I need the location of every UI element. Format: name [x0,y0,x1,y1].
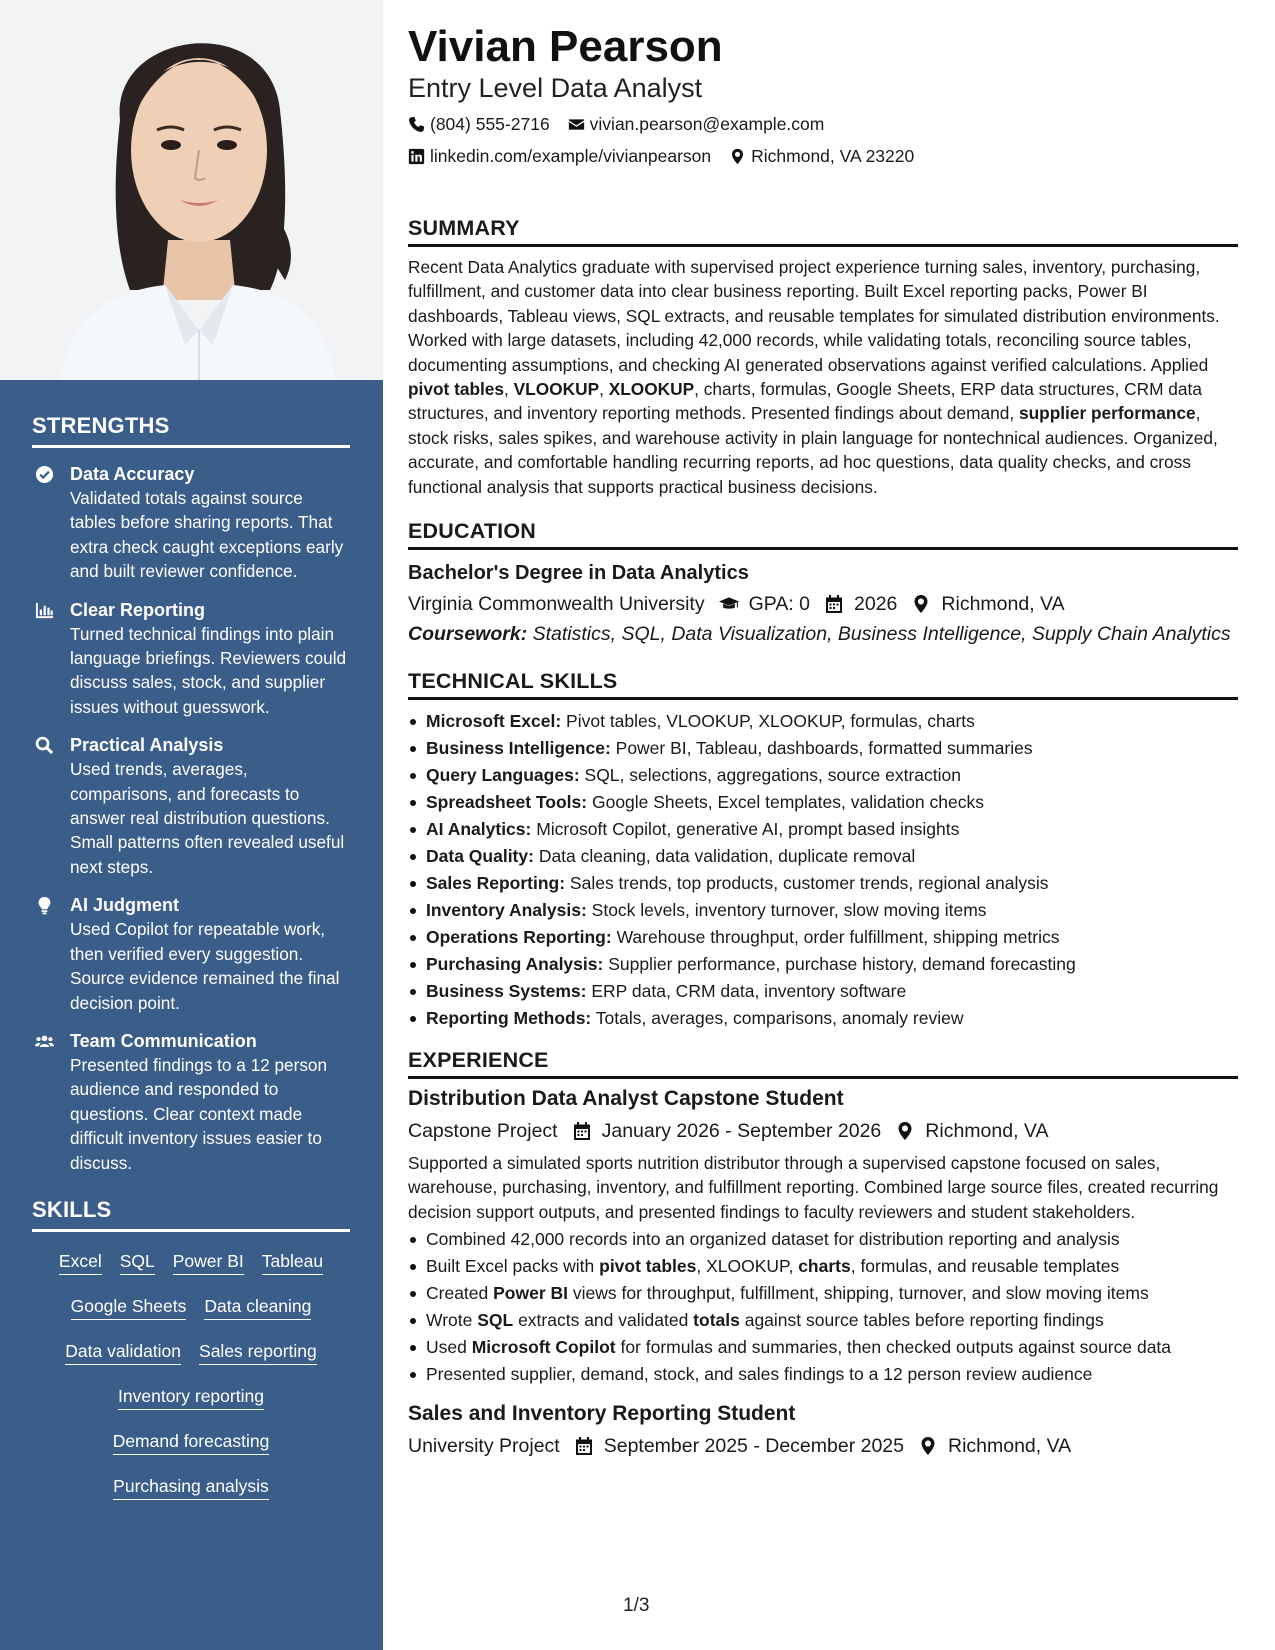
skill-tag: Inventory reporting [118,1384,264,1410]
strengths-heading: STRENGTHS [32,413,350,448]
skill-category: Data Quality: [426,846,534,867]
skill-category: Reporting Methods: [426,1008,592,1029]
skill-category: Spreadsheet Tools: [426,792,588,813]
map-pin-icon [895,1121,915,1141]
job-entry [408,1085,1238,1388]
technical-skill-item [408,708,1238,735]
strength-title: Data Accuracy [70,464,195,484]
bold-text: totals [693,1310,740,1331]
bold-text: charts [798,1256,851,1277]
skill-category: Sales Reporting: [426,873,566,894]
technical-skill-item [408,735,1238,762]
technical-skills-heading: TECHNICAL SKILLS [408,667,1238,700]
map-pin-icon [729,148,746,165]
bar-chart-icon [32,598,70,720]
technical-skills-section [408,667,1238,1032]
search-icon [32,733,70,879]
candidate-name: Vivian Pearson [408,22,723,71]
skill-row [32,1287,350,1332]
graduation-cap-icon [719,594,739,614]
job-dates [574,1432,904,1460]
skill-category: Operations Reporting: [426,927,612,948]
skill-tag: Data validation [65,1339,181,1365]
job-title: Distribution Data Analyst Capstone Student [408,1087,844,1111]
skills-heading: SKILLS [32,1197,350,1232]
email-text: vivian.pearson@example.com [589,114,825,134]
bold-text: VLOOKUP [513,379,600,400]
linkedin-contact[interactable] [408,144,711,168]
skill-values: ERP data, CRM data, inventory software [586,981,907,1002]
calendar-icon [824,594,844,614]
skill-tag: Power BI [173,1249,244,1275]
text-segment: Presented supplier, demand, stock, and sales findings to a 12 person review audience [426,1364,1093,1385]
technical-skill-item [408,843,1238,870]
org-text: Capstone Project [408,1120,558,1143]
summary-heading: SUMMARY [408,214,1238,247]
email-contact[interactable] [568,112,825,136]
skill-row [32,1377,350,1422]
summary-text [408,255,1238,499]
technical-skill-item [408,816,1238,843]
experience-section [408,1046,1238,1460]
skill-values: Warehouse throughput, order fulfillment, shipping metrics [611,927,1060,948]
job-meta [408,1117,1238,1145]
job-bullet [408,1334,1238,1361]
profile-photo [0,0,383,380]
technical-skill-item [408,924,1238,951]
jobs-list [408,1085,1238,1460]
strength-title: Practical Analysis [70,735,224,756]
skill-values: SQL, selections, aggregations, source extraction [579,765,961,786]
coursework [408,622,1238,647]
dates-text: January 2026 - September 2026 [601,1120,882,1143]
skills-section [0,1197,383,1512]
skill-values: Stock levels, inventory turnover, slow moving items [586,900,987,921]
skill-category: Business Intelligence: [426,738,611,759]
lightbulb-icon [32,893,70,1015]
text-segment: , stock risks, sales spikes, and warehouse activity in plain language for nontechnical audiences. Organized, accurate, and comfortable handling recurring reports, ad hoc questions, data quality checks, and cross functional analysis that supports practical business decisions. [408,403,1218,497]
bold-text: pivot tables [599,1256,697,1277]
phone-icon [408,116,425,133]
dates-text: September 2025 - December 2025 [603,1435,904,1458]
education-meta [408,590,1238,618]
page-number: 1/3 [623,1595,650,1616]
strength-item [32,893,351,1015]
text-segment: , XLOOKUP, [696,1256,799,1277]
coursework-label: Coursework: [408,623,528,646]
strengths-section [0,413,383,1175]
location-text: Richmond, VA 23220 [751,146,915,166]
job-org [408,1432,560,1460]
strength-text: Validated totals against source tables before sharing reports. That extra check caught exceptions early and built reviewer confidence. [70,488,344,582]
text-segment: , [504,379,514,400]
skill-values: Power BI, Tableau, dashboards, formatted summaries [610,738,1033,759]
skill-category: Purchasing Analysis: [426,954,604,975]
degree-name: Bachelor's Degree in Data Analytics [408,562,749,585]
job-entry [408,1400,1238,1460]
sidebar [0,0,383,1650]
job-org [408,1117,558,1145]
skill-values: Totals, averages, comparisons, anomaly review [591,1008,964,1029]
skill-tag: Demand forecasting [113,1429,270,1455]
bold-text: Power BI [493,1283,569,1304]
job-location [918,1432,1071,1460]
technical-skill-item [408,1005,1238,1032]
text-segment: Built Excel packs with [426,1256,600,1277]
bold-text: pivot tables [408,379,505,400]
linkedin-icon [408,148,425,165]
experience-heading: EXPERIENCE [408,1046,1238,1079]
skill-values: Supplier performance, purchase history, demand forecasting [603,954,1076,975]
job-bullet [408,1361,1238,1388]
job-bullet [408,1280,1238,1307]
gpa-text: GPA: 0 [748,593,811,616]
strength-item [32,733,351,879]
strength-text: Used trends, averages, comparisons, and forecasts to answer real distribution questions. Small patterns often revealed useful next steps. [70,759,345,877]
skill-category: Query Languages: [426,765,580,786]
strength-title: Team Communication [70,1030,257,1051]
map-pin-icon [918,1436,938,1456]
strength-item [32,598,351,720]
education-location [911,590,1064,618]
technical-skill-item [408,978,1238,1005]
text-segment: for formulas and summaries, then checked outputs against source data [615,1337,1172,1358]
technical-skill-item [408,870,1238,897]
technical-skills-list [408,708,1238,1032]
skill-row [32,1242,350,1287]
text-segment: , formulas, and reusable templates [850,1256,1120,1277]
summary-section [408,214,1238,499]
skill-category: Business Systems: [426,981,587,1002]
job-description: Supported a simulated sports nutrition distributor through a supervised capstone focused on sales, warehouse, purchasing, inventory, and fulfillment reporting. Combined large source files, created recurring decision support outputs, and presented findings to faculty reviewers and student stakeholders. [408,1153,1219,1222]
technical-skill-item [408,951,1238,978]
linkedin-text: linkedin.com/example/vivianpearson [430,146,712,166]
phone-text: (804) 555-2716 [430,114,550,134]
text-segment: extracts and validated [513,1310,694,1331]
text-segment: , [599,379,609,400]
text-segment: Combined 42,000 records into an organized dataset for distribution reporting and analysis [426,1229,1120,1250]
text-segment: Used [426,1337,472,1358]
education-heading: EDUCATION [408,517,1238,550]
skill-values: Pivot tables, VLOOKUP, XLOOKUP, formulas, charts [561,711,975,732]
location-text: Richmond, VA [947,1435,1072,1458]
text-segment: Recent Data Analytics graduate with supervised project experience turning sales, inventory, purchasing, fulfillment, and customer data into clear business reporting. Built Excel reporting packs, Power BI dashboards, Tableau views, SQL extracts, and reusable templates for simulated distribution environments. Worked with large datasets, including 42,000 records, while validating totals, reconciling source tables, documenting assumptions, and checking AI generated observations against verified calculations. Applied [408,257,1220,375]
gpa [719,590,810,618]
calendar-icon [572,1121,592,1141]
resume-main [408,20,1238,1460]
technical-skill-item [408,789,1238,816]
skill-values: Sales trends, top products, customer trends, regional analysis [565,873,1049,894]
technical-skill-item [408,897,1238,924]
year-text: 2026 [854,593,898,616]
skill-row [32,1467,350,1512]
text-segment: , charts, formulas, Google Sheets, ERP data structures, CRM data structures, and inventory reporting methods. Presented findings about demand, [408,379,1202,424]
technical-skill-item [408,762,1238,789]
text-segment: against source tables before reporting findings [739,1310,1104,1331]
job-meta [408,1432,1238,1460]
location-text: Richmond, VA [925,1120,1049,1143]
contact-line [408,144,1238,168]
skill-category: Inventory Analysis: [426,900,587,921]
calendar-icon [574,1436,594,1456]
skill-row [32,1422,350,1467]
location-contact [729,144,914,168]
org-text: University Project [408,1435,560,1458]
education-section [408,517,1238,647]
job-title: Sales and Inventory Reporting Student [408,1402,796,1426]
skill-tags [32,1242,350,1512]
strength-text: Used Copilot for repeatable work, then verified every suggestion. Source evidence remained the final decision point. [70,919,340,1013]
school-name [408,590,705,618]
job-location [895,1117,1048,1145]
skill-tag: Excel [59,1249,102,1275]
strength-title: Clear Reporting [70,599,206,620]
bold-text: XLOOKUP [608,379,695,400]
strength-text: Presented findings to a 12 person audience and responded to questions. Clear context made difficult inventory issues easier to discuss. [70,1054,328,1173]
skill-tag: Data cleaning [204,1294,311,1320]
strength-item [32,462,351,584]
check-circle-icon [32,462,70,584]
job-dates [572,1117,882,1145]
candidate-title: Entry Level Data Analyst [408,73,703,103]
bold-text: SQL [477,1310,514,1331]
skill-values: Data cleaning, data validation, duplicate removal [533,846,916,867]
map-pin-icon [911,594,931,614]
strength-item [32,1029,351,1175]
school-text: Virginia Commonwealth University [408,593,705,616]
bold-text: supplier performance [1018,403,1196,424]
coursework-list: Statistics, SQL, Data Visualization, Business Intelligence, Supply Chain Analytics [527,623,1231,646]
job-bullet [408,1307,1238,1334]
skill-row [32,1332,350,1377]
skill-values: Microsoft Copilot, generative AI, prompt based insights [531,819,960,840]
job-bullets [408,1226,1238,1388]
job-bullet [408,1253,1238,1280]
skill-values: Google Sheets, Excel templates, validation checks [587,792,984,813]
skill-category: Microsoft Excel: [426,711,562,732]
skill-tag: Tableau [262,1249,323,1275]
skill-tag: Sales reporting [199,1339,317,1365]
strength-text: Turned technical findings into plain language briefings. Reviewers could discuss sales, stock, and supplier issues without guesswork. [70,623,347,717]
strength-title: AI Judgment [70,895,180,916]
skill-tag: Google Sheets [71,1294,187,1320]
text-segment: Created [426,1283,494,1304]
text-segment: Wrote [426,1310,478,1331]
location-text: Richmond, VA [941,593,1065,616]
contact-line [408,112,1238,136]
envelope-icon [568,116,585,133]
skill-category: AI Analytics: [426,819,532,840]
users-icon [32,1029,70,1175]
portrait-illustration [0,0,383,380]
bold-text: Microsoft Copilot [471,1337,616,1358]
skill-tag: Purchasing analysis [113,1474,269,1500]
phone-contact[interactable] [408,112,550,136]
job-bullet [408,1226,1238,1253]
graduation-year [824,590,897,618]
text-segment: views for throughput, fulfillment, shipping, turnover, and slow moving items [568,1283,1149,1304]
skill-tag: SQL [120,1249,155,1275]
